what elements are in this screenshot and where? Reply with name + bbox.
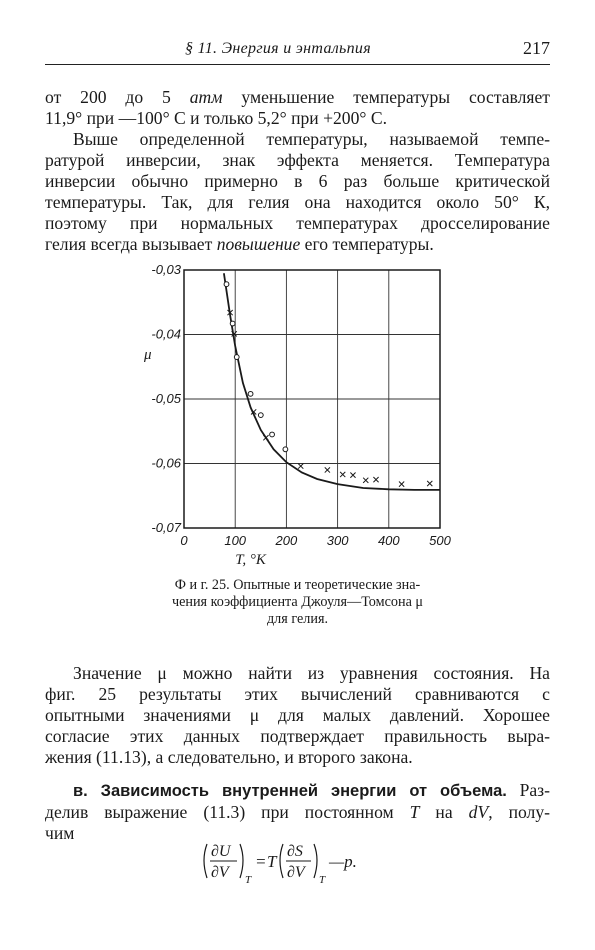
y-tick-label: -0,03 [151, 262, 181, 277]
section-run-head: в. Зависимость внутренней энергии от объема. [73, 782, 507, 800]
paragraph-2-line-3: инверсии обычно примерно в 6 раз больше критической [45, 171, 550, 191]
theoretical-curve [224, 273, 440, 490]
right-paren-2 [314, 844, 317, 878]
chart-svg [140, 255, 460, 575]
x-tick-label: 500 [429, 533, 451, 548]
formula-sub1: T [245, 874, 252, 886]
paragraph-3-line-4: согласие этих данных подтверждает правильность выра- [45, 726, 550, 746]
paragraph-2 [45, 129, 550, 255]
data-point-cross [263, 435, 268, 440]
running-header [45, 38, 550, 65]
data-point-circle [224, 282, 229, 287]
paragraph-4-line-3: чим [45, 823, 75, 843]
formula-T: T [267, 852, 277, 871]
left-paren-2 [280, 844, 283, 878]
right-paren-1 [240, 844, 243, 878]
data-point-circle [230, 321, 235, 326]
data-point-circle [270, 432, 275, 437]
paragraph-1-line-2: 11,9° при —100° С и только 5,2° при +200° С. [45, 108, 387, 128]
paragraph-1 [45, 87, 550, 129]
paragraph-2-line-1: Выше определенной температуры, называемой темпе- [73, 129, 550, 149]
paragraph-3-line-5: жения (11.13), а следовательно, и второго закона. [45, 747, 413, 767]
paragraph-1-line-1: от 200 до 5 атм уменьшение температуры составляет [45, 87, 550, 107]
formula [203, 838, 403, 888]
caption-line-2: чения коэффициента Джоуля—Томсона μ [171, 594, 424, 610]
x-tick-label: 200 [275, 533, 298, 548]
y-axis-label: μ [144, 347, 152, 364]
data-point-circle [248, 391, 253, 396]
formula-tail: —p. [329, 852, 357, 871]
data-point-cross [350, 473, 355, 478]
paragraph-3 [45, 663, 550, 768]
caption-line-3: для гелия. [266, 611, 329, 627]
paragraph-3-line-3: опытными значениями μ для малых давлений. Хорошее [45, 705, 550, 725]
x-tick-label: 100 [224, 533, 247, 548]
y-tick-label: -0,07 [151, 520, 181, 535]
x-tick-label: 0 [180, 533, 188, 548]
formula-dV2: ∂V [287, 864, 305, 881]
x-tick-label: 400 [377, 533, 400, 548]
data-point-cross [363, 478, 368, 483]
paragraph-2-line-4: температуры. Так, для гелия она находится около 50° К, [45, 192, 550, 212]
data-point-cross [373, 477, 378, 482]
data-point-cross [298, 463, 303, 468]
data-point-circle [258, 413, 263, 418]
paragraph-2-line-5: поэтому при нормальных температурах дросселирование [45, 213, 550, 233]
paragraph-3-line-1: Значение μ можно найти из уравнения состояния. На [73, 663, 550, 683]
formula-eq: = [255, 852, 267, 871]
data-point-cross [325, 467, 330, 472]
joule-thomson-chart [140, 255, 460, 575]
formula-dU: ∂U [211, 843, 231, 860]
data-point-cross [399, 482, 404, 487]
x-tick-label: 300 [326, 533, 349, 548]
emphasis-word: повышение [216, 234, 301, 254]
paragraph-2-line-2: ратурой инверсии, знак эффекта меняется. Температура [45, 150, 550, 170]
y-tick-label: -0,05 [151, 391, 181, 406]
paragraph-2-line-6: гелия всегда вызывает повышение его температуры. [45, 234, 434, 254]
formula-sub2: T [319, 874, 326, 886]
data-point-circle [234, 355, 239, 360]
paragraph-4-line-2: делив выражение (11.3) при постоянном T на dV, полу- [45, 802, 550, 822]
left-paren-1 [204, 844, 207, 878]
paragraph-3-line-2: фиг. 25 результаты этих вычислений сравниваются с [45, 684, 550, 704]
paragraph-4-line-1: в. Зависимость внутренней энергии от объема. Раз- [73, 780, 550, 800]
data-point-circle [283, 447, 288, 452]
formula-svg [203, 838, 403, 888]
data-point-cross [427, 481, 432, 486]
caption-line-1: Ф и г. 25. Опытные и теоретические зна- [174, 577, 421, 593]
page-number: 217 [523, 38, 550, 58]
running-title: § 11. Энергия и энтальпия [185, 40, 371, 57]
y-tick-label: -0,04 [151, 326, 181, 342]
formula-dS: ∂S [287, 843, 303, 860]
y-tick-label: -0,06 [151, 455, 181, 471]
paragraph-4 [45, 780, 550, 844]
x-axis-label: T, °K [235, 552, 266, 568]
figure-caption [130, 577, 465, 628]
data-point-cross [340, 472, 345, 477]
formula-dV1: ∂V [211, 864, 229, 881]
